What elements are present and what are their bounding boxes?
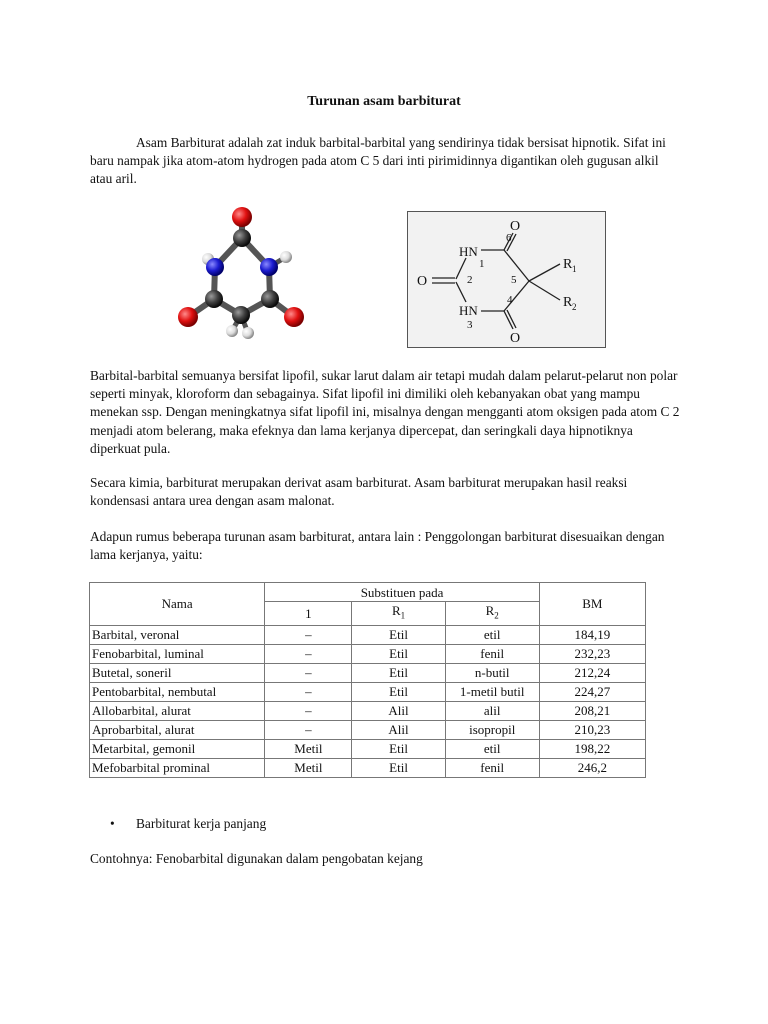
cell-r1: Etil: [352, 625, 445, 644]
bullet-list-item: [110, 815, 266, 833]
position-label: 3: [467, 319, 473, 331]
position-label: 6: [506, 232, 512, 244]
table-row: [90, 758, 646, 777]
cell-r1: Etil: [352, 682, 445, 701]
carbon-atom: [261, 290, 279, 308]
header-r2: $R_2$: [445, 602, 539, 626]
carbon-atom: [232, 306, 250, 324]
cell-bm: 246,2: [539, 758, 645, 777]
table-row: [90, 739, 646, 758]
cell-bm: 184,19: [539, 625, 645, 644]
page-title: Turunan asam barbiturat: [307, 94, 461, 109]
cell-r2: fenil: [445, 644, 539, 663]
cell-position-1: –: [265, 625, 352, 644]
header-substituen: Substituen pada: [265, 583, 539, 602]
cell-r2: alil: [445, 701, 539, 720]
cell-nama: Fenobarbital, luminal: [90, 644, 265, 663]
header-nama: Nama: [90, 583, 265, 626]
cell-nama: Aprobarbital, alurat: [90, 720, 265, 739]
cell-nama: Pentobarbital, nembutal: [90, 682, 265, 701]
barbiturate-table: [89, 582, 646, 778]
table-row: [90, 720, 646, 739]
paragraph-chemistry: Secara kimia, barbiturat merupakan derivat asam barbiturat. Asam barbiturat merupakan hasil reaksi kondensasi antara urea dengan asam malonat.: [90, 475, 628, 509]
cell-position-1: –: [265, 720, 352, 739]
cell-nama: Metarbital, gemonil: [90, 739, 265, 758]
table-row: [90, 663, 646, 682]
cell-nama: Allobarbital, alurat: [90, 701, 265, 720]
carbon-atom: [205, 290, 223, 308]
cell-bm: 212,24: [539, 663, 645, 682]
cell-bm: 232,23: [539, 644, 645, 663]
bullet-icon: •: [110, 816, 115, 831]
position-label: 5: [511, 274, 517, 286]
cell-nama: Barbital, veronal: [90, 625, 265, 644]
table-row: [90, 625, 646, 644]
cell-bm: 198,22: [539, 739, 645, 758]
nitrogen-atom: [260, 258, 278, 276]
oxygen-label: O: [510, 331, 521, 346]
cell-r1: Etil: [352, 739, 445, 758]
structural-formula: [407, 211, 606, 348]
cell-r2: n-butil: [445, 663, 539, 682]
table-row: [90, 644, 646, 663]
cell-bm: 210,23: [539, 720, 645, 739]
cell-bm: 224,27: [539, 682, 645, 701]
example-text: Contohnya: Fenobarbital digunakan dalam pengobatan kejang: [90, 851, 423, 866]
oxygen-label: O: [417, 274, 428, 289]
hydrogen-atom: [226, 325, 238, 337]
r2-label: R: [563, 295, 573, 310]
cell-r2: isopropil: [445, 720, 539, 739]
cell-r1: Alil: [352, 720, 445, 739]
position-label: 4: [507, 294, 513, 306]
cell-r2: 1-metil butil: [445, 682, 539, 701]
cell-position-1: –: [265, 663, 352, 682]
r1-label: R: [563, 257, 573, 272]
oxygen-atom: [232, 207, 252, 227]
position-label: 2: [467, 274, 473, 286]
oxygen-atom: [178, 307, 198, 327]
oxygen-label: O: [510, 219, 521, 234]
table-row: [90, 701, 646, 720]
table-row: [90, 682, 646, 701]
cell-bm: 208,21: [539, 701, 645, 720]
hydrogen-atom: [242, 327, 254, 339]
paragraph-lipophilic: Barbital-barbital semuanya bersifat lipofil, sukar larut dalam air tetapi mudah dalam pelarut-pelarut non polar seperti minyak, kloroform dan sebagainya. Sifat lipofil ini dimiliki oleh kebanyakan obat yang mampu menekan ssp. Dengan meningkatnya sifat lipofil ini, misalnya dengan mengganti atom oksigen pada atom C 2 menjadi atom belerang, maka efeknya dan lama kerjanya dipercepat, dan seringkali daya hipnotiknya diperkuat pula.: [90, 368, 680, 456]
table-body: [90, 625, 646, 777]
cell-r2: etil: [445, 739, 539, 758]
cell-r1: Etil: [352, 758, 445, 777]
hn-label: HN: [459, 244, 478, 259]
cell-r2: fenil: [445, 758, 539, 777]
header-bm: BM: [539, 583, 645, 626]
cell-position-1: –: [265, 644, 352, 663]
cell-position-1: Metil: [265, 758, 352, 777]
header-r1: $R_1$: [352, 602, 445, 626]
position-label: 1: [479, 258, 485, 270]
cell-position-1: –: [265, 701, 352, 720]
bullet-text: Barbiturat kerja panjang: [136, 816, 267, 831]
cell-r2: etil: [445, 625, 539, 644]
r2-subscript: 2: [572, 302, 577, 312]
oxygen-atom: [284, 307, 304, 327]
cell-position-1: Metil: [265, 739, 352, 758]
cell-nama: Butetal, soneril: [90, 663, 265, 682]
r1-subscript: 1: [572, 264, 577, 274]
paragraph-intro: Asam Barbiturat adalah zat induk barbital-barbital yang sendirinya tidak bersisat hipnotik. Sifat ini baru nampak jika atom-atom hydrogen pada atom C 5 dari inti pirimidinnya digantikan oleh gugusan alkil atau aril.: [90, 135, 666, 187]
cell-r1: Etil: [352, 663, 445, 682]
nitrogen-atom: [206, 258, 224, 276]
ball-and-stick-model: [170, 205, 320, 345]
hydrogen-atom: [280, 251, 292, 263]
header-position-1: 1: [265, 602, 352, 626]
paragraph-derivatives: Adapun rumus beberapa turunan asam barbiturat, antara lain : Penggolongan barbiturat disesuaikan dengan lama kerjanya, yaitu:: [90, 529, 665, 563]
cell-r1: Etil: [352, 644, 445, 663]
cell-position-1: –: [265, 682, 352, 701]
carbon-atom: [233, 229, 251, 247]
hn-label: HN: [459, 303, 478, 318]
cell-r1: Alil: [352, 701, 445, 720]
cell-nama: Mefobarbital prominal: [90, 758, 265, 777]
